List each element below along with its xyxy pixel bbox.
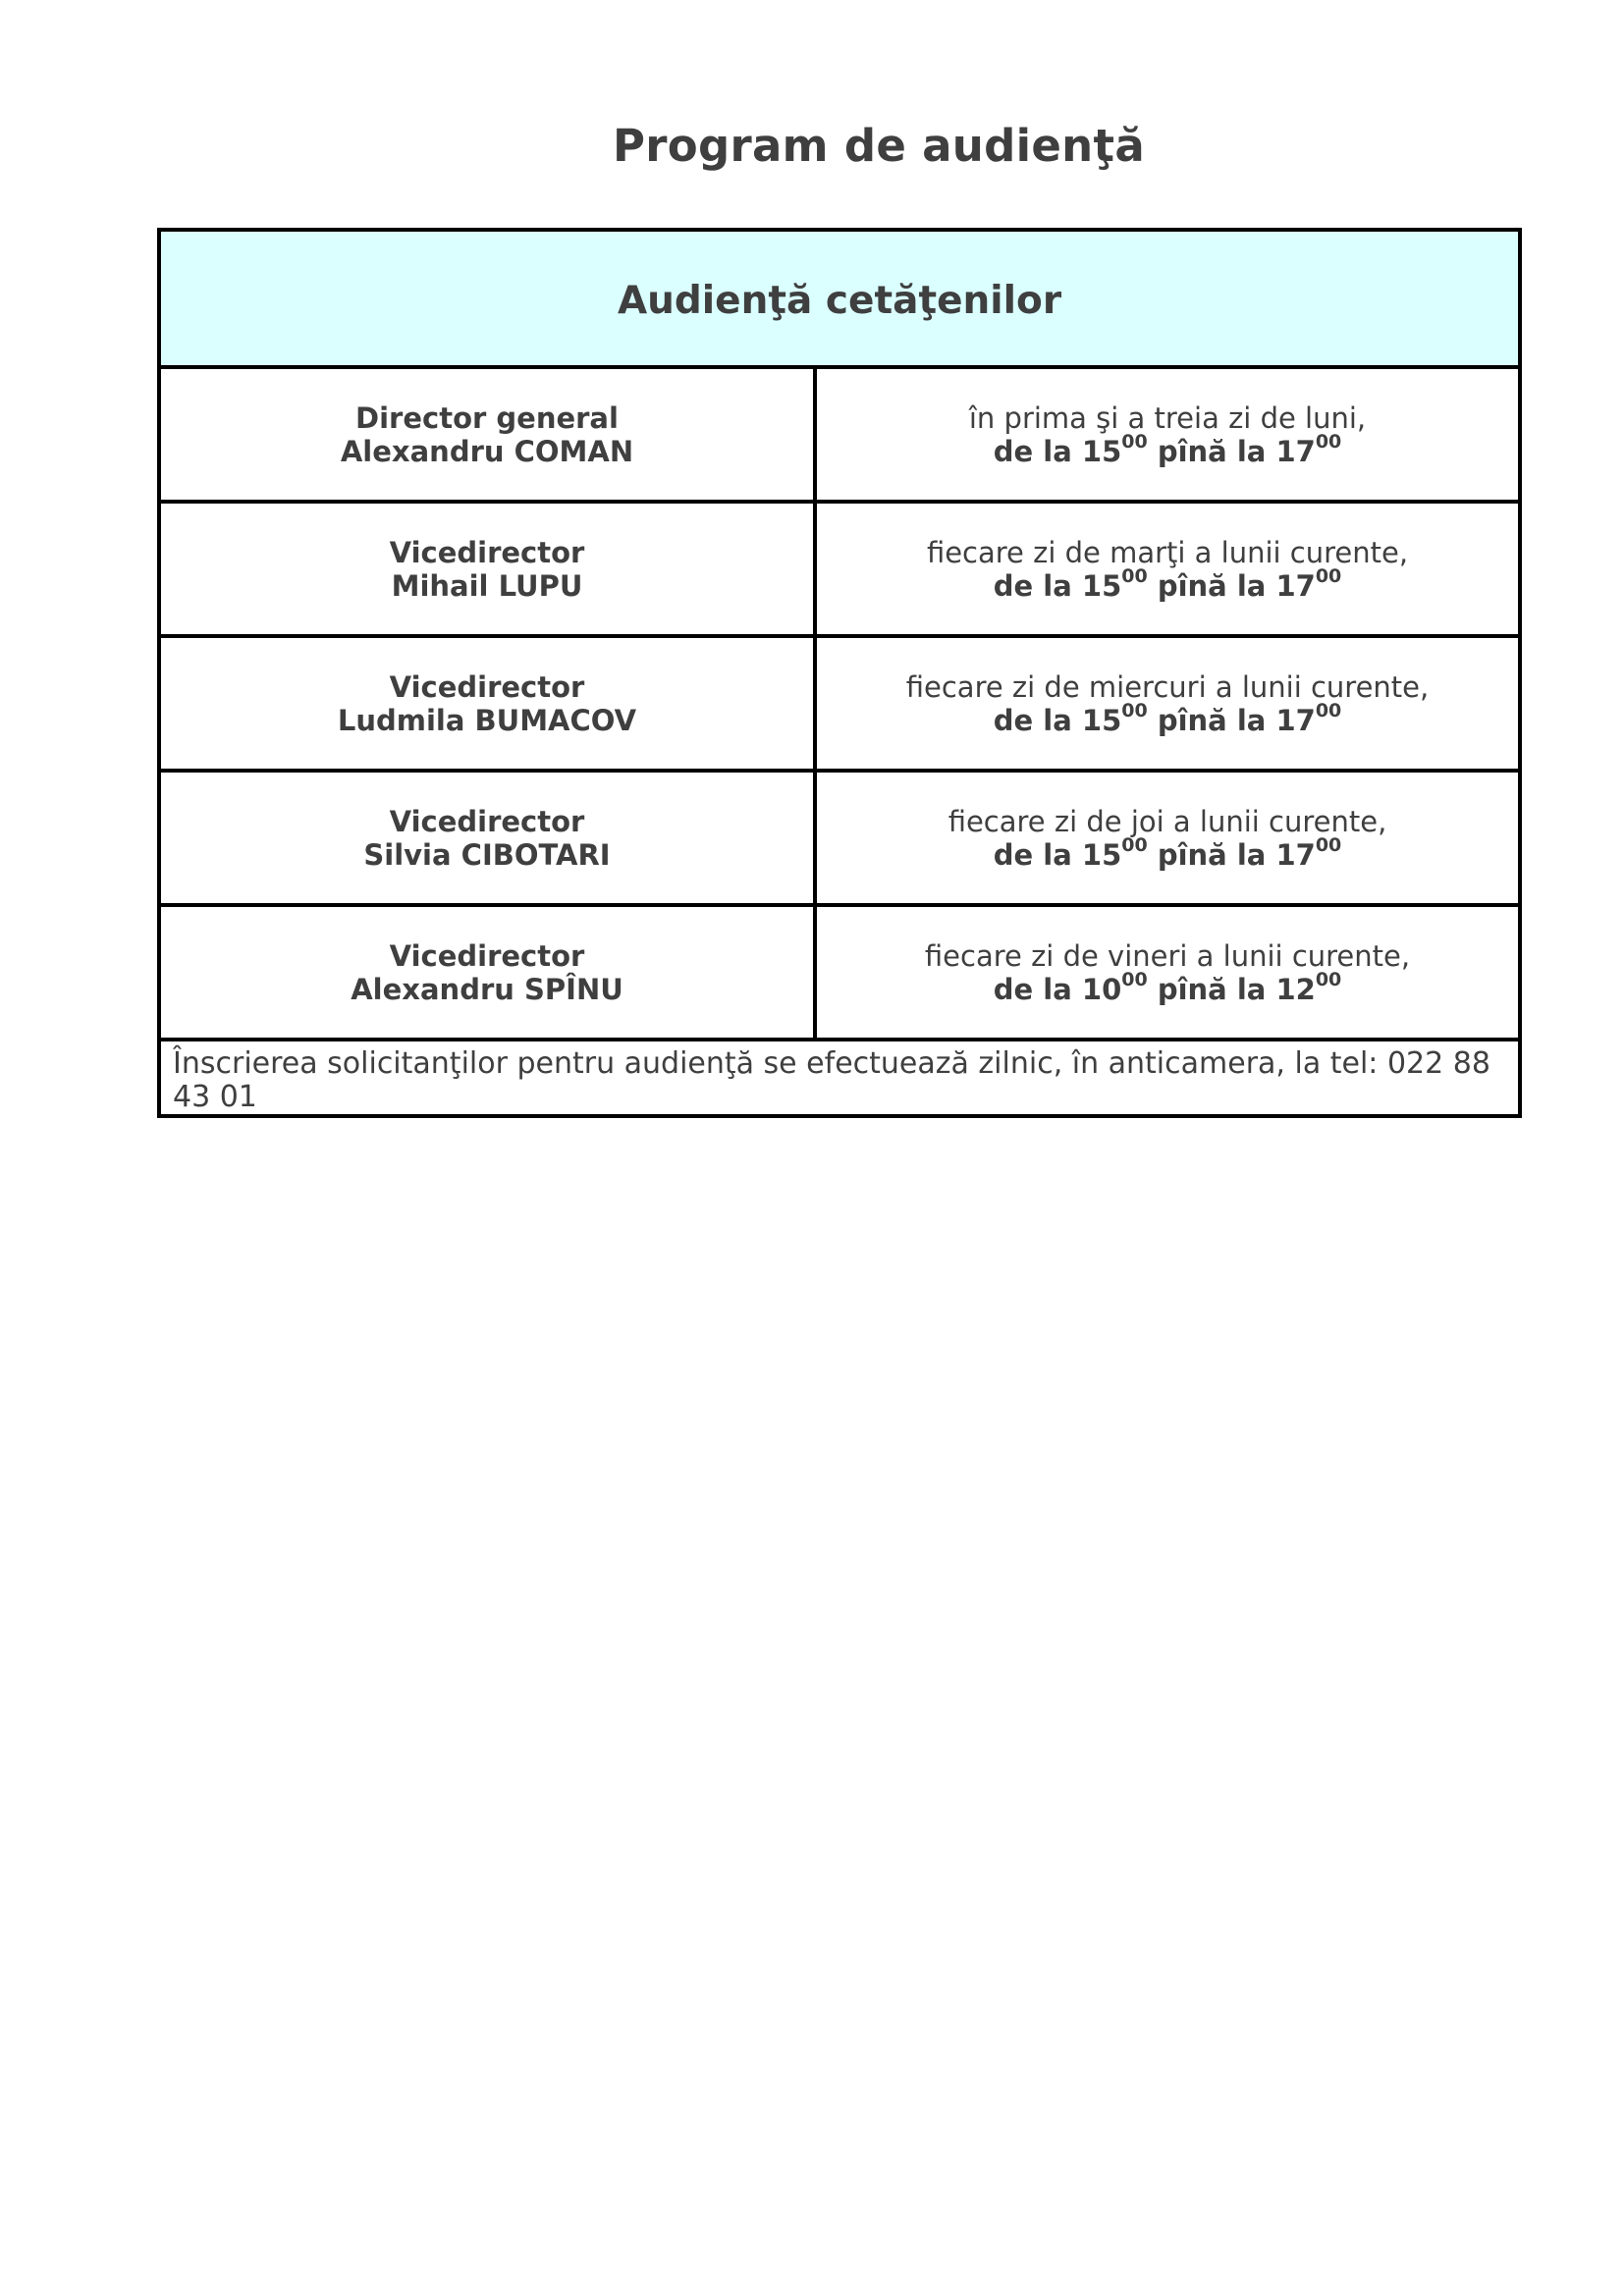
audience-schedule-table xyxy=(157,228,1522,1118)
schedule-days: în prima şi a treia zi de luni, xyxy=(968,400,1367,435)
schedule-hours: de la $15^{00}$ pînă la $17^{00}$ xyxy=(993,564,1342,603)
official-cell xyxy=(159,771,815,905)
schedule-days: fiecare zi de miercuri a lunii curente, xyxy=(905,669,1430,704)
table-row xyxy=(159,636,1520,771)
schedule-days: fiecare zi de joi a lunii curente, xyxy=(947,804,1387,838)
table-row xyxy=(159,502,1520,636)
official-position: Vicedirector xyxy=(389,804,585,838)
official-name: Ludmila BUMACOV xyxy=(337,703,637,737)
schedule-cell xyxy=(815,771,1520,905)
schedule-cell xyxy=(815,367,1520,502)
table-row xyxy=(159,905,1520,1040)
page-title: Program de audienţă xyxy=(613,120,1145,172)
official-name: Silvia CIBOTARI xyxy=(363,837,611,872)
registration-note: Înscrierea solicitanţilor pentru audienţă se efectuează zilnic, în anticamera, la tel: 022 88 43 01 xyxy=(159,1040,1520,1116)
official-position: Vicedirector xyxy=(389,938,585,973)
official-cell xyxy=(159,367,815,502)
table-header-row xyxy=(159,230,1520,367)
official-cell xyxy=(159,502,815,636)
official-name: Alexandru SPÎNU xyxy=(351,972,623,1006)
schedule-hours: de la $15^{00}$ pînă la $17^{00}$ xyxy=(993,430,1342,468)
schedule-days: fiecare zi de vineri a lunii curente, xyxy=(924,938,1411,973)
official-cell xyxy=(159,905,815,1040)
schedule-hours: de la $15^{00}$ pînă la $17^{00}$ xyxy=(993,833,1342,872)
schedule-days: fiecare zi de marţi a lunii curente, xyxy=(926,535,1409,569)
official-name: Mihail LUPU xyxy=(391,568,583,603)
official-name: Alexandru COMAN xyxy=(340,434,634,468)
schedule-cell xyxy=(815,502,1520,636)
official-position: Vicedirector xyxy=(389,669,585,704)
official-position: Director general xyxy=(355,400,619,435)
schedule-cell xyxy=(815,905,1520,1040)
table-header: Audienţă cetăţenilor xyxy=(159,230,1520,367)
table-row xyxy=(159,367,1520,502)
table-note-row xyxy=(159,1040,1520,1116)
schedule-hours: de la $15^{00}$ pînă la $17^{00}$ xyxy=(993,699,1342,737)
official-cell xyxy=(159,636,815,771)
official-position: Vicedirector xyxy=(389,535,585,569)
table-row xyxy=(159,771,1520,905)
schedule-hours: de la $10^{00}$ pînă la $12^{00}$ xyxy=(993,968,1342,1006)
schedule-cell xyxy=(815,636,1520,771)
